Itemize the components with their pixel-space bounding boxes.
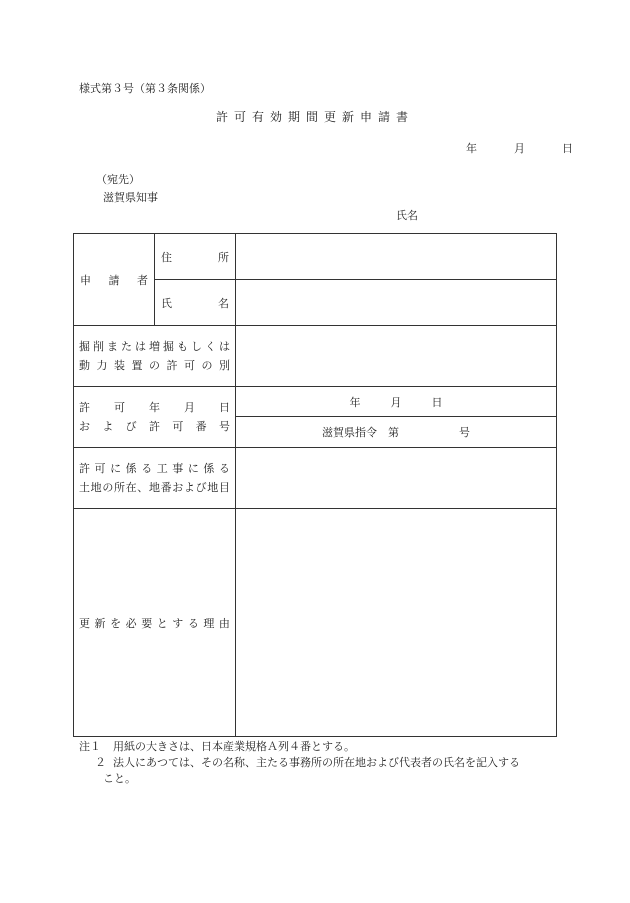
label-char: 地 [207,481,219,494]
applicant-label-cell [74,234,155,326]
month-label: 月 [514,142,525,155]
permit-date-label-cell [74,387,236,448]
label-char: 所 [113,481,125,494]
reason-label [74,615,235,631]
name-label-cell [155,280,236,326]
label-char: に [110,462,122,475]
label-char: 可 [172,420,184,433]
label-char: 動 [79,359,90,372]
label-char: く [205,340,216,353]
label-char: 所 [218,250,229,264]
note-text: 法人にあつては、その名称、主たる事務所の所在地および代表者の氏名を記入する [113,756,520,769]
label-char: 許 [79,401,90,414]
address-label-cell [155,234,236,280]
label-char: 更 [79,616,90,630]
label-char: お [172,481,184,494]
label-char: 新 [94,616,106,630]
permit-date-input-cell[interactable] [236,387,557,417]
label-char: 月 [184,401,195,414]
label-char: 住 [161,250,172,264]
label-char: 別 [219,359,230,372]
permit-number-suffix: 号 [459,426,470,439]
label-char: の [201,359,213,372]
land-label-line2 [79,478,230,497]
note-text-cont: こと。 [103,772,136,785]
label-char: 地 [90,481,102,494]
label-char: 在 [125,481,137,494]
label-char: 増 [149,340,160,353]
label-char: た [121,340,132,353]
notes [79,739,520,787]
land-label-cell [74,448,236,509]
label-char: 置 [131,359,143,372]
label-char: 名 [218,296,229,310]
name-label [155,295,235,311]
addressee-label: （宛先） [96,173,140,186]
label-char: 必 [125,616,137,630]
label-char: 土 [79,481,90,494]
label-char: と [156,616,168,630]
addressee-name: 滋賀県知事 [103,191,158,204]
label-char: 可 [94,462,106,475]
label-char: 氏 [161,296,172,310]
day-label: 日 [562,142,573,155]
permit-type-label-line1 [79,337,230,356]
note-text: 用紙の大きさは、日本産業規格Ａ列４番とする。 [113,740,355,753]
label-char: 可 [184,359,195,372]
permit-number-input-cell[interactable] [236,417,557,448]
land-label-line1 [79,459,230,478]
label-char: 事 [172,462,184,475]
label-char: 番 [195,420,207,433]
note-item [79,739,520,755]
name-input-cell[interactable] [236,280,557,326]
label-char: 許 [166,359,178,372]
permit-date-label-line1 [79,398,230,417]
note-continuation [79,771,520,787]
form-number: 様式第３号（第３条関係） [79,82,211,95]
label-char: 地 [148,481,160,494]
application-form-table [73,233,557,737]
note-item [79,755,520,771]
label-char: お [79,420,90,433]
label-char: に [187,462,199,475]
label-char: も [177,340,188,353]
permit-number-prefix: 滋賀県指令 第 [322,426,399,439]
permit-type-label-cell [74,326,236,387]
label-char: 請 [108,273,120,287]
label-char: よ [183,481,195,494]
label-char: る [187,616,199,630]
label-char: 工 [156,462,168,475]
label-char: 理 [203,616,215,630]
label-char: 申 [80,273,91,287]
label-char: 掘 [79,340,90,353]
permit-type-label-line2 [79,356,230,375]
permit-month-label: 月 [390,395,402,409]
label-char: 削 [93,340,104,353]
label-char: 由 [218,616,230,630]
application-date [466,140,573,156]
land-input-cell[interactable] [236,448,557,509]
label-char: よ [102,420,114,433]
note-number: 注１ [79,740,101,753]
label-char: び [195,481,207,494]
label-char: を [110,616,122,630]
permit-day-label: 日 [431,395,443,409]
label-char: 係 [203,462,215,475]
applicant-label [74,272,154,288]
label-char: 掘 [163,340,174,353]
label-char: 係 [125,462,137,475]
label-char: 許 [148,420,160,433]
label-char: 番 [160,481,172,494]
label-char: 許 [79,462,90,475]
permit-date-label-line2 [79,417,230,436]
label-char: 可 [114,401,125,414]
label-char: ま [107,340,118,353]
reason-input-cell[interactable] [236,509,557,737]
label-char: 、 [137,481,149,494]
label-char: 日 [219,401,230,414]
address-input-cell[interactable] [236,234,557,280]
signature-label: 氏名 [396,209,418,222]
reason-label-cell [74,509,236,737]
label-char: 者 [137,273,148,287]
label-char: 装 [114,359,125,372]
label-char: び [125,420,137,433]
label-char: の [102,481,114,494]
year-label: 年 [466,142,477,155]
document-title: 許可有効期間更新申請書 [215,110,414,124]
label-char: 目 [218,481,230,494]
address-label [155,249,235,265]
label-char: 力 [96,359,108,372]
label-char: し [191,340,202,353]
label-char: は [219,340,230,353]
permit-type-input-cell[interactable] [236,326,557,387]
permit-year-label: 年 [349,395,361,409]
label-char: す [172,616,184,630]
label-char: 年 [149,401,160,414]
label-char: の [149,359,160,372]
label-char: る [141,462,153,475]
note-number: ２ [95,756,106,769]
label-char: 要 [141,616,153,630]
label-char: 号 [218,420,230,433]
label-char: る [218,462,230,475]
label-char: は [135,340,146,353]
